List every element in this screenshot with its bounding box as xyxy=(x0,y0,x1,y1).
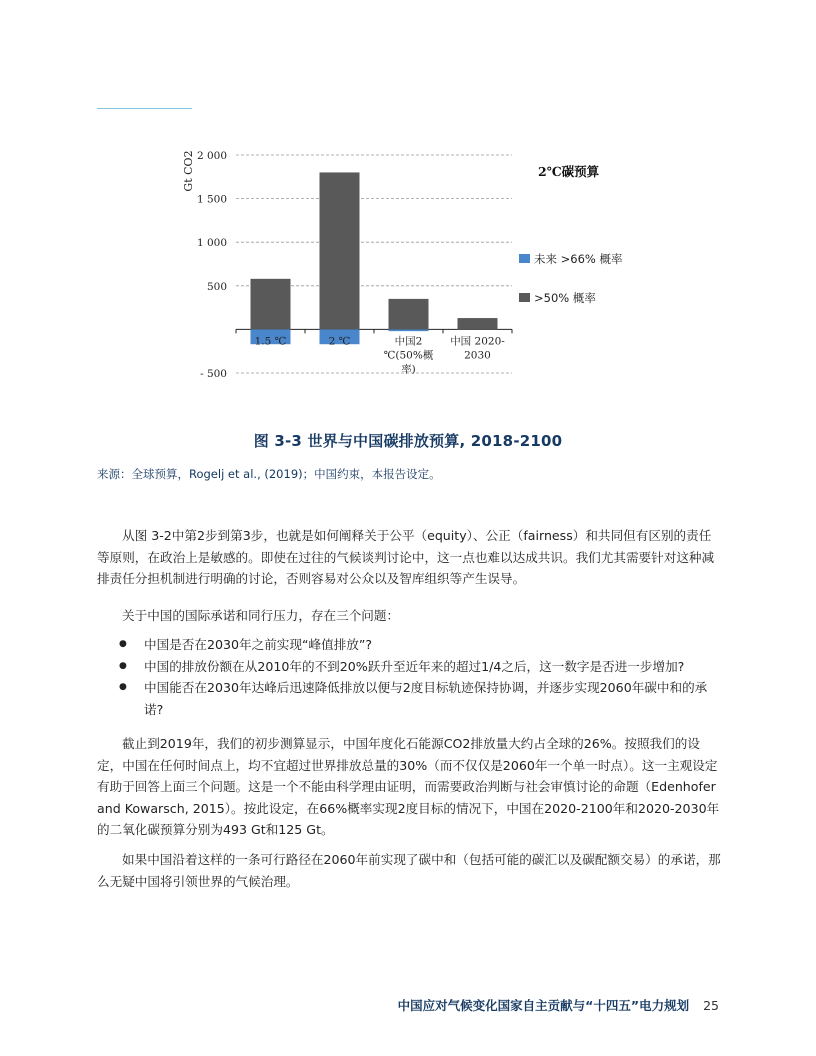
carbon-budget-chart xyxy=(170,140,650,390)
list-item: ● 中国能否在2030年达峰后迅速降低排放以便与2度目标轨迹保持协调，并逐步实现2060年碳中和的承诺? xyxy=(97,677,722,720)
figure-source: 来源：全球预算，Rogelj et al., (2019)；中国约束，本报告设定。 xyxy=(97,467,441,481)
paragraph: 关于中国的国际承诺和同行压力，存在三个问题： xyxy=(122,608,400,623)
bar-series-2-1 xyxy=(251,279,291,330)
bar-series-2-2 xyxy=(320,172,360,329)
footer-title: 中国应对气候变化国家自主贡献与“十四五”电力规划 xyxy=(397,998,690,1013)
paragraph: 截止到2019年，我们的初步测算显示，中国年度化石能源CO2排放量大约占全球的26%。按照我们的设定，中国在任何时间点上，均不宜超过世界排放总量的30%（而不仅仅是2060年一个单一时点）。这一主观设定有助于回答上面三个问题。这是一个不能由科学理由证明，而需要政治判断与社会审慎讨论的命题（Edenhofer and Kowarsch, 2015）。按此设定，在66%概率实现2度目标的情况下，中国在2020-2100年和2020-2030年的二氧化碳预算分别为493 Gt和125 Gt。 xyxy=(97,736,720,837)
paragraph: 如果中国沿着这样的一条可行路径在2060年前实现了碳中和（包括可能的碳汇以及碳配额交易）的承诺，那么无疑中国将引领世界的气候治理。 xyxy=(97,852,721,889)
question-list xyxy=(97,634,722,720)
bar-series-1-3 xyxy=(389,329,429,331)
y-tick-label: 1 000 xyxy=(196,237,227,250)
list-item: ● 中国的排放份额在从2010年的不到20%跃升至近年来的超过1/4之后，这一数字是否进一步增加? xyxy=(97,656,722,678)
y-axis-label: Gt CO2 xyxy=(182,150,195,192)
bar-series-2-4 xyxy=(458,318,498,329)
x-tick-label: 2 ℃ xyxy=(328,335,351,348)
page-number: 25 xyxy=(703,998,719,1013)
x-tick-label: 1.5 ℃ xyxy=(254,335,287,348)
y-tick-label: 500 xyxy=(206,280,227,293)
x-tick-label: 中国 2020-2030 xyxy=(450,335,505,362)
paragraph: 从图 3-2中第2步到第3步，也就是如何阐释关于公平（equity）、公正（fairness）和共同但有区别的责任等原则，在政治上是敏感的。即使在过往的气候谈判讨论中，这一点也难以达成共识。我们尤其需要针对这种减排责任分担机制进行明确的讨论，否则容易对公众以及智库组织等产生误导。 xyxy=(97,528,715,586)
legend-label: 未来 >66% 概率 xyxy=(534,252,623,266)
y-tick-label: - 500 xyxy=(200,368,227,380)
header-rule xyxy=(97,108,192,109)
y-tick-label: 1 500 xyxy=(196,193,227,206)
chart-title: 2℃碳预算 xyxy=(538,164,600,179)
legend-swatch xyxy=(519,254,530,263)
legend-label: >50% 概率 xyxy=(534,291,596,305)
figure-caption: 图 3-3 世界与中国碳排放预算, 2018-2100 xyxy=(253,432,563,450)
x-tick-label: 中国2 ℃(50%概率) xyxy=(383,335,434,376)
list-item: ● 中国是否在2030年之前实现“峰值排放”? xyxy=(97,634,722,656)
legend-swatch xyxy=(519,293,530,302)
page-footer xyxy=(398,996,719,1014)
bar-series-2-3 xyxy=(389,299,429,330)
y-tick-label: 2 000 xyxy=(196,150,227,162)
